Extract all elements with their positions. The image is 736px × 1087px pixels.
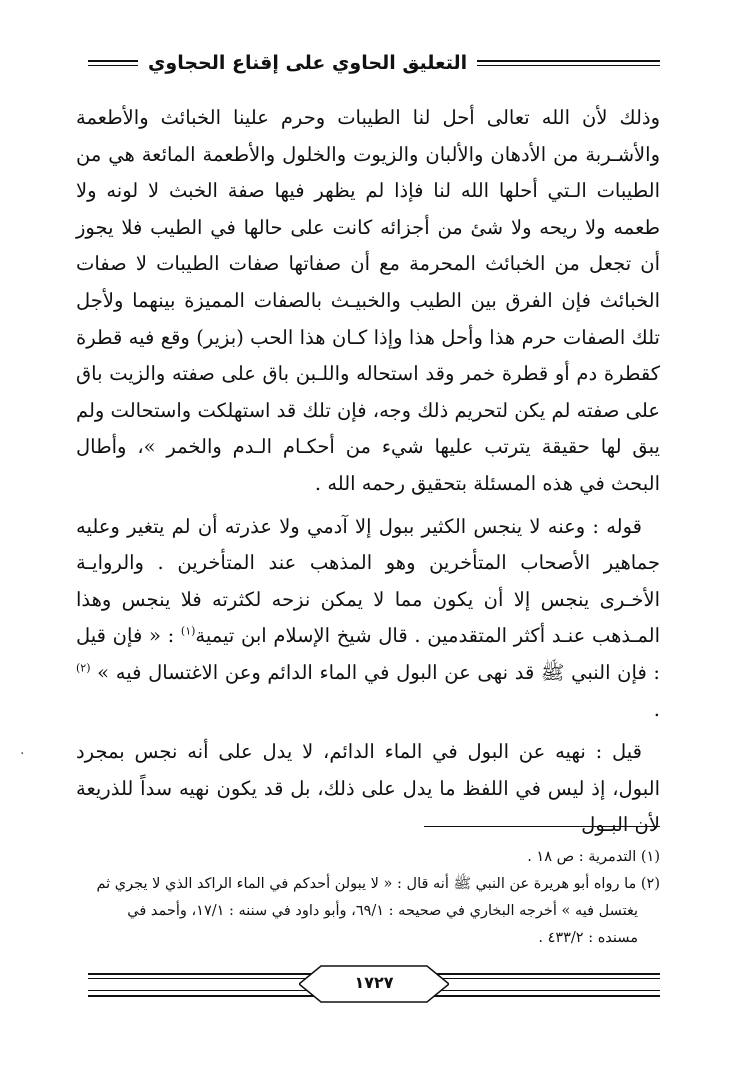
paragraph-2-quote: : « فإن قيل : فإن النبي ﷺ قد نهى عن البول في الماء الدائم وعن الاغتسال فيه » (76, 624, 660, 684)
paragraph-1: وذلك لأن الله تعالى أحل لنا الطيبات وحرم علينا الخبائث والأطعمة والأشـربة من الأدهان والألبان والزيوت والخلول والأطعمة المائعة هي من الطيبات الـتي أحلها الله لنا فإذا لم يظهر فيها صفة الخبث لا لونه ولا طعمه ولا ريحه ولا شئ من أجزائه كانت على حالها في الطيب فلا يجوز أن تجعل من الخبائث المحرمة مع أن صفاتها صفات الطيبات لا صفات الخبائث فإن الفرق بين الطيب والخبيـث بالصفات المميزة بينهما ولأجل تلك الصفات حرم هذا وأحل هذا وإذا كـان هذا الحب (بزير) وقع فيه قطرة كقطرة دم أو قطرة خمر وقد استحاله واللـبن باق على صفته والزيت باق على صفته لم يكن لتحريم ذلك وجه، فإن تلك قد استهلكت واستحالت ولم يبق لها حقيقة يترتب عليها شيء من أحكـام الـدم والخمر »، وأطال البحث في هذه المسئلة بتحقيق رحمه الله . (76, 106, 660, 495)
book-title: التعليق الحاوي على إقناع الحجاوي (148, 52, 468, 74)
main-text (76, 100, 660, 844)
page-number: ١٧٢٧ (354, 973, 394, 992)
footnote-ref-2: (٢) (76, 661, 91, 675)
header-rule-right (88, 60, 138, 66)
footnote-2-line-1: (٢) ما رواه أبو هريرة عن النبي ﷺ أنه قال : « لا يبولن أحدكم في الماء الراكد الذي لا يجري ثم (96, 876, 660, 892)
footnote-ref-1: (١) (180, 624, 196, 638)
scan-speck: · (20, 746, 25, 762)
footnote-2-line-2: يغتسل فيه » أخرجه البخاري في صحيحه : ٦٩/١، وأبو داود في سننه : ١٧/١، وأحمد في (127, 903, 638, 919)
page-footer (88, 964, 660, 1004)
running-header (88, 50, 660, 76)
header-rule-left (477, 60, 660, 66)
paragraph-3: قيل : نهيه عن البول في الماء الدائم، لا يدل على أنه نجس بمجرد البول، إذ ليس في اللفظ ما يدل على ذلك، بل قد يكون نهيه سداً للذريعة لأن البـول (76, 740, 660, 837)
footnote-2-line-3: مسنده : ٤٣٣/٢ . (538, 930, 638, 946)
paragraph-2-end: . (653, 697, 660, 721)
footnote-separator (424, 826, 660, 827)
paragraph-2-start: قوله : وعنه لا ينجس الكثير ببول إلا آدمي ولا عذرته أن لم يتغير وعليه جماهير الأصحاب المتأخرين وهو المذهب عند المتأخرين . والروايـة الأخـرى ينجس إلا أن يكون مما لا يمكن نزحه لكثرته فلا ينجس وهذا المـذهب عنـد أكثر المتقدمين . قال شيخ الإسلام ابن تيمية (76, 514, 661, 648)
paragraph-2 (76, 509, 660, 729)
footnote-1: (١) التدمرية : ص ١٨ . (527, 849, 660, 865)
footnotes (76, 844, 660, 952)
